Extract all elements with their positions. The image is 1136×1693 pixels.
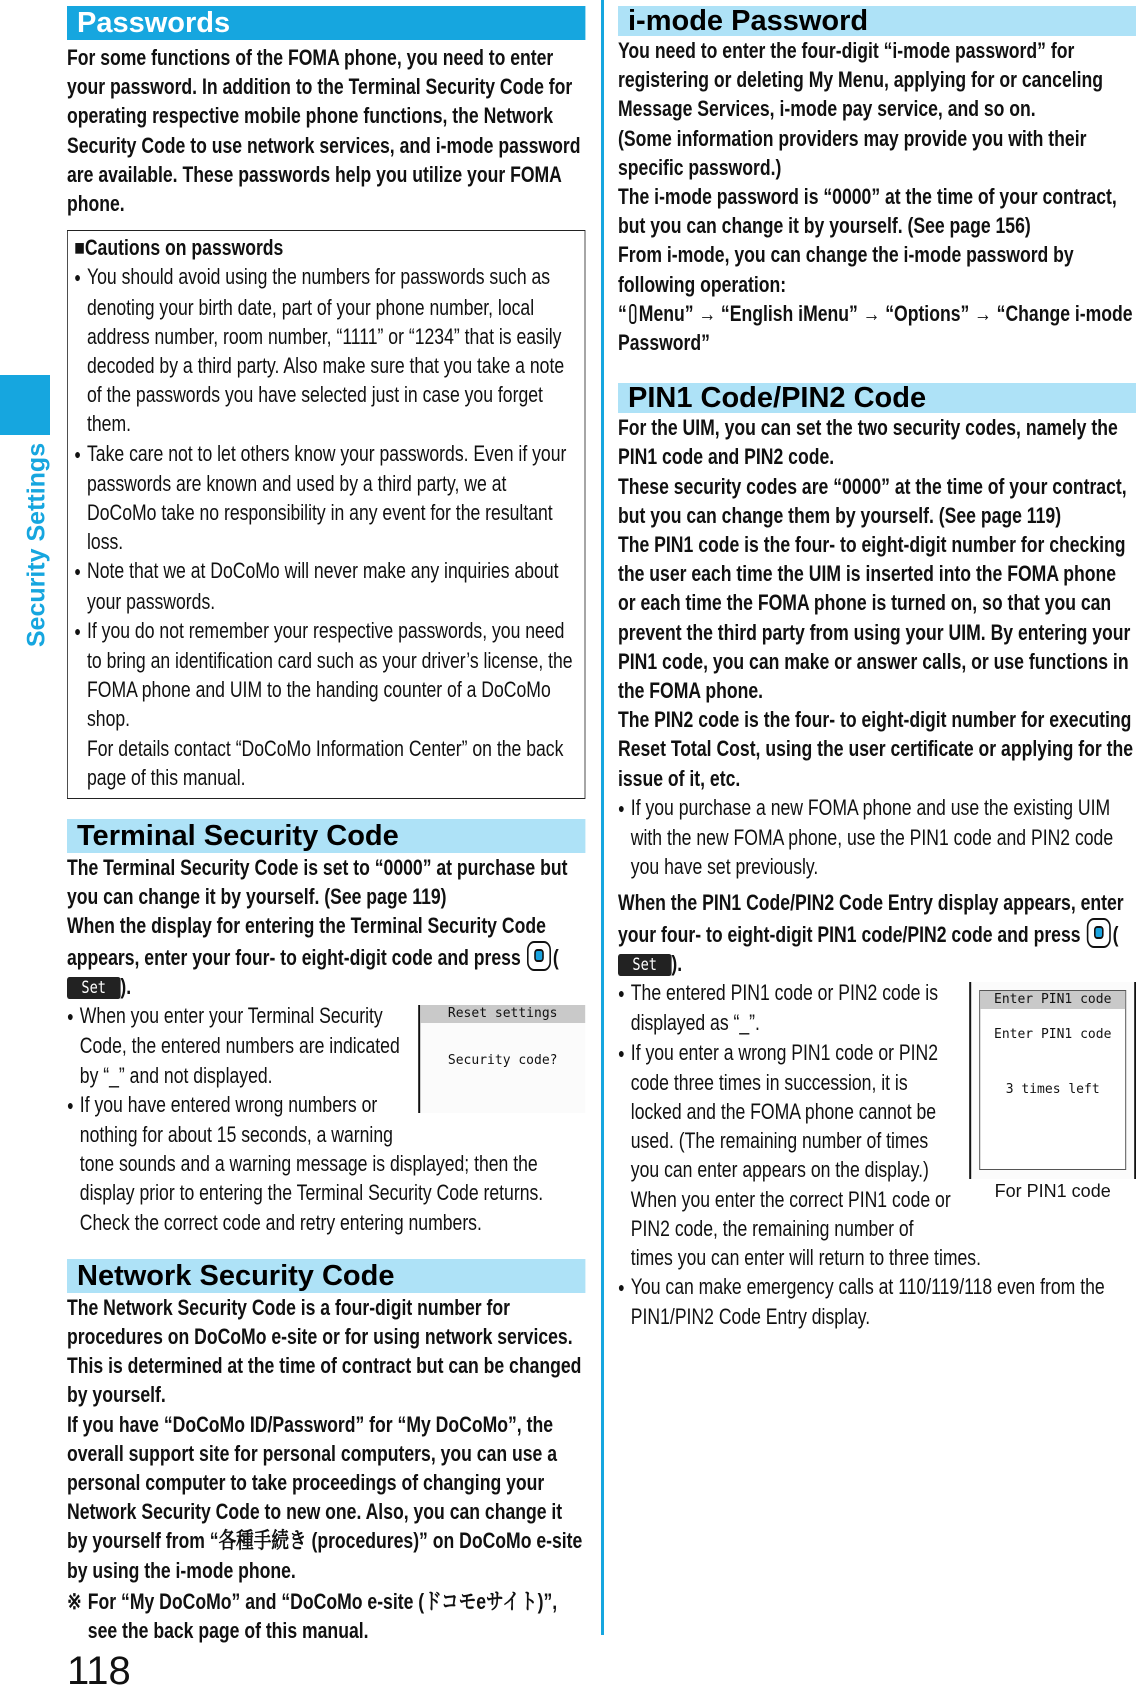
text: “ xyxy=(618,300,627,326)
pin-p1: For the UIM, you can set the two security codes, namely the PIN1 code and PIN2 code. xyxy=(618,415,1118,470)
text: For “My DoCoMo” and “DoCoMo e-site (ドコモeサイト)”, see the back page of this manual. xyxy=(87,1588,558,1643)
terminal-bullet: ● If you have entered wrong numbers or nothing for about 15 seconds, a warning tone sounds and a warning message is displayed; then the display prior to entering the Terminal Security Code returns. Check the correct code and retry entering numbers. xyxy=(67,1090,585,1237)
section-heading: i-mode Password xyxy=(618,6,1136,36)
column-divider xyxy=(601,0,604,1635)
imode-p4: From i-mode, you can change the i-mode password by following operation: xyxy=(618,242,1074,297)
pin-bullet: ● If you purchase a new FOMA phone and use the existing UIM with the new FOMA phone, use the PIN1 code and PIN2 code you have set previously. xyxy=(618,793,1136,882)
network-note xyxy=(67,1587,585,1645)
right-column xyxy=(618,0,1136,1332)
reset-settings-screenshot xyxy=(418,1005,585,1113)
caution-note: For details contact “DoCoMo Information Center” on the back page of this manual. xyxy=(87,735,564,790)
terminal-p1: The Terminal Security Code is set to “0000” at purchase but you can change it by yourself. (See page 119) xyxy=(67,855,568,910)
note-mark: ※ xyxy=(67,1588,82,1614)
section-heading: Network Security Code xyxy=(67,1259,585,1293)
imode-p5 xyxy=(618,299,1136,357)
pin-entry-screenshot xyxy=(969,982,1136,1179)
page-number: 118 xyxy=(67,1649,131,1693)
left-column xyxy=(67,0,585,1693)
caution-item: ● If you do not remember your respective passwords, you need to bring an identification card such as your driver’s license, the FOMA phone and UIM to the handing counter of a DoCoMo shop. xyxy=(74,616,576,734)
center-key-icon xyxy=(527,941,551,971)
screen-title: Enter PIN1 code xyxy=(980,991,1125,1009)
imode-p2: (Some information providers may provide you with their specific password.) xyxy=(618,125,1087,180)
network-p1: The Network Security Code is a four-digit number for procedures on DoCoMo e-site or for using network services. This is determined at the time of contract but can be changed by yourself. xyxy=(67,1294,582,1408)
set-softkey: Set xyxy=(618,954,671,976)
text: ( xyxy=(1112,921,1119,947)
screenshot-caption: For PIN1 code xyxy=(994,1181,1111,1202)
network-section xyxy=(67,1259,585,1645)
pin-bullet: ● You can make emergency calls at 110/119/118 even from the PIN1/PIN2 Code Entry display. xyxy=(618,1272,1136,1331)
terminal-section xyxy=(67,819,585,1237)
pin-screen xyxy=(979,990,1126,1170)
screen-line1: Enter PIN1 code xyxy=(993,1027,1112,1043)
section-heading: Passwords xyxy=(67,6,585,40)
passwords-intro: For some functions of the FOMA phone, you need to enter your password. In addition to the Terminal Security Code for operating respective mobile phone functions, the Network Security Code to use network services, and i-mode password are available. These passwords help you utilize your FOMA phone. xyxy=(67,45,581,217)
screen-title: Reset settings xyxy=(420,1005,585,1023)
caution-item: ● Note that we at DoCoMo will never make any inquiries about your passwords. xyxy=(74,556,576,615)
text: ). xyxy=(120,973,132,999)
pin-p3: The PIN1 code is the four- to eight-digit number for checking the user each time the UIM is inserted into the FOMA phone or each time the FOMA phone is turned on, so that you can prevent the third party from using your UIM. By entering your PIN1 code, you can make or answer calls, or use functions in the FOMA phone. xyxy=(618,532,1131,704)
imode-p1: You need to enter the four-digit “i-mode password” for registering or deleting My Menu, applying for or canceling Message Services, i-mode pay service, and so on. xyxy=(618,38,1104,122)
network-p2: If you have “DoCoMo ID/Password” for “My DoCoMo”, the overall support site for personal computers, you can use a personal computer to take proceedings of changing your Network Security Code to new one. Also, you can change it by yourself from “各種手続き (procedures)” on DoCoMo e-site by using the i-mode phone. xyxy=(67,1411,583,1583)
text: When the display for entering the Terminal Security Code appears, enter your four- to eight-digit code and press xyxy=(67,913,546,970)
imode-p3: The i-mode password is “0000” at the time of your contract, but you can change it by yourself. (See page 156) xyxy=(618,184,1117,239)
set-softkey: Set xyxy=(67,977,120,999)
pin-p5 xyxy=(618,888,1136,978)
screen-message: Security code? xyxy=(447,1053,558,1069)
text: ). xyxy=(671,950,683,976)
section-heading: Terminal Security Code xyxy=(67,819,585,853)
text: Menu” → “English iMenu” → “Options” → “Change i-mode Password” xyxy=(618,300,1133,356)
center-key-icon xyxy=(1087,918,1111,948)
imode-section xyxy=(618,6,1136,357)
section-heading: PIN1 Code/PIN2 Code xyxy=(618,383,1136,413)
terminal-p2 xyxy=(67,911,585,1001)
pin-bullet: ● If you enter a wrong PIN1 code or PIN2 code three times in succession, it is locked and the FOMA phone cannot be used. (The remaining number of times you can enter appears on the display.) xyxy=(618,1038,1136,1185)
pin-note: When you enter the correct PIN1 code or PIN2 code, the remaining number of times you can enter will return to three times. xyxy=(630,1186,981,1270)
reset-settings-screenshot-frame xyxy=(418,1005,585,1117)
side-tab-marker xyxy=(0,375,50,435)
cautions-box xyxy=(67,230,585,799)
passwords-section xyxy=(67,6,585,218)
pin-bullet: ● The entered PIN1 code or PIN2 code is displayed as “_”. xyxy=(618,978,1136,1037)
terminal-bullet: ● When you enter your Terminal Security Code, the entered numbers are indicated by “_” and not displayed. xyxy=(67,1001,585,1090)
side-tab-label: Security Settings xyxy=(22,442,51,648)
caution-item: ● You should avoid using the numbers for passwords such as denoting your birth date, part of your phone number, local address number, room number, “1111” or “1234” that is easily decoded by a third party. Also make sure that you take a note of the passwords you have selected just in case you forget them. xyxy=(74,262,576,438)
menu-key-icon xyxy=(629,304,636,324)
pin-entry-screenshot-frame xyxy=(969,982,1136,1210)
cautions-title: ■Cautions on passwords xyxy=(74,235,284,261)
pin-p4: The PIN2 code is the four- to eight-digit number for executing Reset Total Cost, using the user certificate or applying for the issue of it, etc. xyxy=(618,707,1134,791)
pin-section xyxy=(618,383,1136,1331)
caution-item: ● Take care not to let others know your passwords. Even if your passwords are known and used by a third party, we at DoCoMo take no responsibility in any event for the resultant loss. xyxy=(74,439,576,557)
text: When the PIN1 Code/PIN2 Code Entry display appears, enter your four- to eight-digit PIN1 code/PIN2 code and press xyxy=(618,890,1124,947)
screen-line2: 3 times left xyxy=(1005,1082,1100,1098)
text: ( xyxy=(552,944,559,970)
pin-p2: These security codes are “0000” at the time of your contract, but you can change them by yourself. (See page 119) xyxy=(618,473,1127,528)
